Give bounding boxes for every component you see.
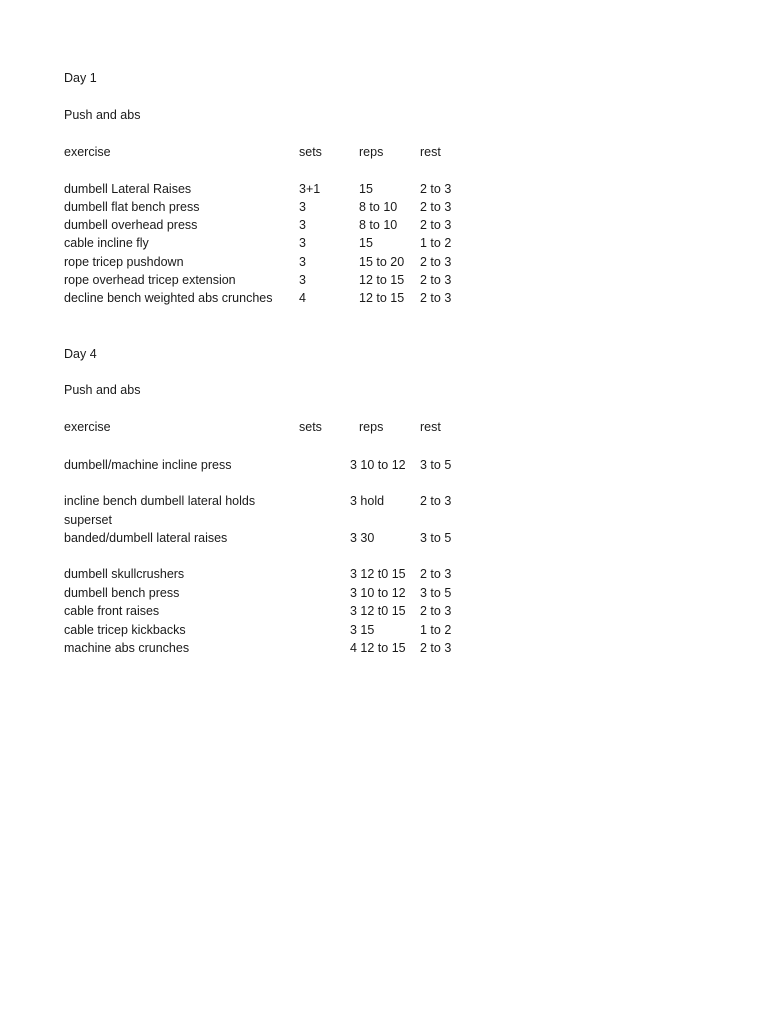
sets-cell: 3 [299, 236, 306, 250]
day4-header-exercise: exercise [64, 420, 111, 434]
day4-header-rest: rest [420, 420, 441, 434]
sets-reps-cell: 3 12 t0 15 [350, 567, 406, 581]
sets-cell: 3 [299, 255, 306, 269]
day1-subtitle: Push and abs [64, 108, 141, 122]
exercise-cell: incline bench dumbell lateral holds [64, 494, 256, 508]
table-row [64, 234, 484, 252]
table-row [64, 565, 484, 583]
sets-reps-cell: 4 12 to 15 [350, 641, 406, 655]
sets-cell: 3 [299, 273, 306, 287]
table-row [64, 511, 484, 529]
rest-cell: 3 to 5 [420, 586, 452, 600]
reps-cell: 12 to 15 [359, 291, 405, 305]
exercise-cell: dumbell skullcrushers [64, 567, 185, 581]
table-row [64, 456, 484, 474]
exercise-cell: dumbell bench press [64, 586, 180, 600]
day4-header-reps: reps [359, 420, 384, 434]
exercise-cell: cable tricep kickbacks [64, 623, 186, 637]
exercise-cell: banded/dumbell lateral raises [64, 531, 228, 545]
table-row [64, 639, 484, 657]
day1-title: Day 1 [64, 71, 97, 85]
exercise-cell: superset [64, 513, 112, 527]
table-row [64, 198, 484, 216]
day4-header-row [64, 418, 484, 436]
day4-subtitle: Push and abs [64, 383, 141, 397]
reps-cell: 15 [359, 182, 373, 196]
table-row [64, 216, 484, 234]
rest-cell: 2 to 3 [420, 182, 452, 196]
exercise-cell: decline bench weighted abs crunches [64, 291, 273, 305]
day1-header-exercise: exercise [64, 145, 111, 159]
sets-cell: 3+1 [299, 182, 321, 196]
day1-header-row [64, 143, 484, 161]
rest-cell: 2 to 3 [420, 567, 452, 581]
reps-cell: 12 to 15 [359, 273, 405, 287]
table-row [64, 271, 484, 289]
exercise-cell: cable incline fly [64, 236, 149, 250]
sets-cell: 4 [299, 291, 306, 305]
rest-cell: 2 to 3 [420, 604, 452, 618]
rest-cell: 2 to 3 [420, 273, 452, 287]
table-row [64, 492, 484, 510]
rest-cell: 1 to 2 [420, 236, 452, 250]
rest-cell: 2 to 3 [420, 200, 452, 214]
exercise-cell: rope overhead tricep extension [64, 273, 236, 287]
exercise-cell: dumbell/machine incline press [64, 458, 232, 472]
sets-reps-cell: 3 hold [350, 494, 385, 508]
table-row [64, 621, 484, 639]
table-row [64, 253, 484, 271]
sets-reps-cell: 3 30 [350, 531, 375, 545]
sets-reps-cell: 3 10 to 12 [350, 586, 406, 600]
rest-cell: 3 to 5 [420, 458, 452, 472]
day4-header-sets: sets [299, 420, 322, 434]
day1-header-reps: reps [359, 145, 384, 159]
exercise-cell: dumbell flat bench press [64, 200, 200, 214]
exercise-cell: dumbell Lateral Raises [64, 182, 192, 196]
rest-cell: 2 to 3 [420, 255, 452, 269]
rest-cell: 1 to 2 [420, 623, 452, 637]
sets-reps-cell: 3 15 [350, 623, 375, 637]
table-row [64, 602, 484, 620]
table-row [64, 180, 484, 198]
exercise-cell: dumbell overhead press [64, 218, 198, 232]
day1-header-sets: sets [299, 145, 322, 159]
rest-cell: 2 to 3 [420, 494, 452, 508]
reps-cell: 8 to 10 [359, 200, 398, 214]
table-row [64, 584, 484, 602]
reps-cell: 8 to 10 [359, 218, 398, 232]
rest-cell: 3 to 5 [420, 531, 452, 545]
reps-cell: 15 to 20 [359, 255, 405, 269]
exercise-cell: rope tricep pushdown [64, 255, 184, 269]
day1-header-rest: rest [420, 145, 441, 159]
day4-title: Day 4 [64, 347, 97, 361]
exercise-cell: machine abs crunches [64, 641, 190, 655]
rest-cell: 2 to 3 [420, 291, 452, 305]
sets-cell: 3 [299, 218, 306, 232]
table-row [64, 289, 484, 307]
sets-reps-cell: 3 10 to 12 [350, 458, 406, 472]
exercise-cell: cable front raises [64, 604, 160, 618]
reps-cell: 15 [359, 236, 373, 250]
sets-reps-cell: 3 12 t0 15 [350, 604, 406, 618]
sets-cell: 3 [299, 200, 306, 214]
rest-cell: 2 to 3 [420, 218, 452, 232]
table-row [64, 529, 484, 547]
rest-cell: 2 to 3 [420, 641, 452, 655]
